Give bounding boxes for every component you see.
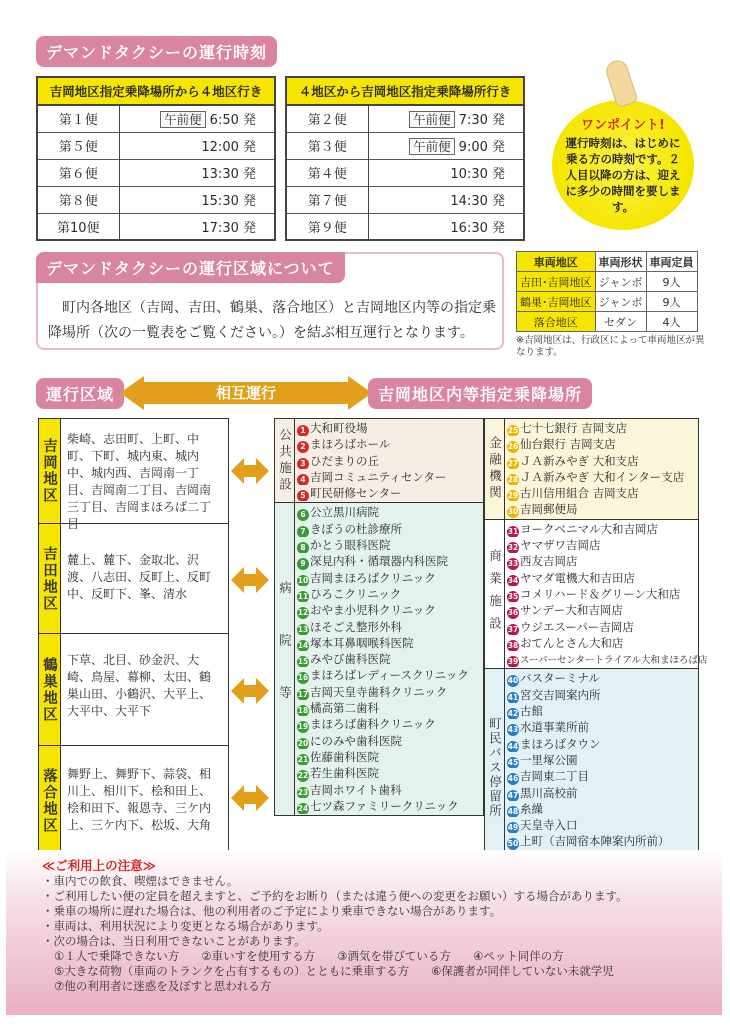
facility-name: 吉岡まほろばクリニック <box>310 570 436 585</box>
bin-label: 第１便 <box>37 105 119 132</box>
group-hospitals <box>275 502 483 815</box>
list-item <box>507 420 696 436</box>
facility-name: コメリハード＆グリーン大和店 <box>520 586 681 601</box>
departure-time: 15:30 発 <box>119 186 275 213</box>
table-row <box>37 213 275 240</box>
group-label: 商業施設 <box>485 520 505 669</box>
group-label: 町民バス停留所 <box>485 669 505 867</box>
mutual-operation-label: 相互運行 <box>215 384 276 402</box>
vehicle-table <box>516 251 698 332</box>
list-item <box>507 833 696 849</box>
facility-name: 橘高第二歯科 <box>310 701 379 716</box>
list-item <box>507 687 696 703</box>
bin-label: 第７便 <box>286 186 368 213</box>
list-item <box>507 817 696 833</box>
district-yoshida <box>39 523 228 633</box>
vehicle-capacity: 4人 <box>646 312 697 332</box>
note-item: ・次の場合は、当日利用できないことがあります。 <box>42 934 306 948</box>
number-marker-icon: 4 <box>297 474 309 485</box>
note-subitem: ④ペット同伴の方 <box>472 949 564 963</box>
facility-name: 若生歯科医院 <box>310 766 379 781</box>
vehicle-note: ※吉岡地区は、行政区によって車両地区が異なります。 <box>516 335 705 358</box>
district-name: 鶴巣地区 <box>39 634 61 745</box>
district-yoshioka <box>39 419 228 531</box>
facility-name: 仙台銀行 吉岡支店 <box>520 437 616 452</box>
list-item <box>297 504 481 520</box>
bin-label: 第３便 <box>286 132 368 159</box>
facility-name: 古川信用組合 吉岡支店 <box>520 486 639 501</box>
facility-name: 吉岡天皇寺歯科クリニック <box>310 684 448 699</box>
table-row <box>286 132 524 159</box>
list-item <box>297 782 481 798</box>
facility-name: にのみや歯科医院 <box>310 733 402 748</box>
am-badge: 午前便 <box>409 138 455 155</box>
facility-name: かとう眼科医院 <box>310 538 391 553</box>
note-subitem: ③酒気を帯びている方 <box>337 949 451 963</box>
number-marker-icon: 43 <box>507 725 519 735</box>
facility-name: ヨークベニマル大和吉岡店 <box>520 521 658 536</box>
number-marker-icon: 38 <box>507 640 519 650</box>
number-marker-icon: 48 <box>507 806 519 816</box>
pointing-finger-icon <box>603 58 638 109</box>
number-marker-icon: 1 <box>297 425 309 436</box>
number-marker-icon: 31 <box>507 526 519 536</box>
list-item <box>507 801 696 817</box>
bin-label: 第４便 <box>286 159 368 186</box>
list-item <box>297 667 481 683</box>
notes-title: ≪ご利用上の注意≫ <box>42 858 156 873</box>
list-item <box>507 635 708 651</box>
schedule-section-title: デマンドタクシーの運行時刻 <box>36 36 277 67</box>
outbound-header: 吉岡地区指定乗降場所から４地区行き <box>37 77 275 105</box>
facility-name: ひろこクリニック <box>310 586 402 601</box>
list-item <box>507 521 708 537</box>
table-row <box>37 105 275 132</box>
number-marker-icon: 39 <box>507 657 519 667</box>
number-marker-icon: 9 <box>297 558 309 569</box>
note-subitems <box>42 964 722 979</box>
number-marker-icon: 6 <box>297 509 309 520</box>
note-item: ・車内での飲食、喫煙はできません。 <box>42 874 239 888</box>
number-marker-icon: 3 <box>297 458 309 469</box>
vehicle-col-capacity: 車両定員 <box>646 252 697 272</box>
one-point-text: 運行時刻は、はじめに乗る方の時刻です。２人目以降の方は、迎えに多少の時間を要します。 <box>565 136 681 214</box>
list-item <box>297 635 481 651</box>
note-item: ・ご利用したい便の定員を超えますと、ご予約をお断り（または違う便への変更をお願い）する場合があります。 <box>42 889 628 903</box>
list-item <box>507 436 696 452</box>
departure-time: 14:30 発 <box>368 186 524 213</box>
vehicle-col-type: 車両形状 <box>595 252 646 272</box>
list-item <box>297 602 481 618</box>
facility-name: ヤマダ電機大和吉田店 <box>520 570 635 585</box>
list-item <box>507 586 708 602</box>
list-item <box>507 570 708 586</box>
note-subitem: ②車いすを使用する方 <box>201 949 316 963</box>
list-item <box>297 553 481 569</box>
list-item <box>297 420 481 436</box>
number-marker-icon: 29 <box>507 491 519 501</box>
number-marker-icon: 27 <box>507 458 519 468</box>
note-item: ・車両は、利用状況により変更となる場合があります。 <box>42 919 329 933</box>
designated-stops-label: 吉岡地区内等指定乗降場所 <box>368 378 592 409</box>
list-item <box>297 700 481 716</box>
list-item <box>297 570 481 586</box>
district-name: 落合地区 <box>39 746 61 855</box>
group-label: 病院等 <box>275 503 295 815</box>
facility-name: 黒川高校前 <box>520 785 578 800</box>
number-marker-icon: 36 <box>507 608 519 618</box>
group-bus-stops <box>485 668 698 867</box>
vehicle-district: 落合地区 <box>517 312 596 332</box>
number-marker-icon: 2 <box>297 441 309 452</box>
note-subitems <box>42 949 722 964</box>
facility-name: 吉岡郵便局 <box>520 502 578 517</box>
number-marker-icon: 33 <box>507 559 519 569</box>
table-row <box>286 159 524 186</box>
route-area-label: 運行区域 <box>36 378 124 409</box>
facility-name: 吉岡ホワイト歯科 <box>310 782 402 797</box>
vehicle-col-district: 車両地区 <box>517 252 596 272</box>
table-row <box>37 159 275 186</box>
facility-name: おてんとさん大和店 <box>520 635 624 650</box>
area-section <box>36 252 504 350</box>
facility-name: ウジエスーパー吉岡店 <box>520 619 634 634</box>
number-marker-icon: 47 <box>507 790 519 800</box>
facility-column-middle <box>274 418 484 816</box>
facility-name: まほろば歯科クリニック <box>310 717 436 732</box>
list-item <box>297 469 481 485</box>
area-description: 町内各地区（吉岡、吉田、鶴巣、落合地区）と吉岡地区内等の指定乗降場所（次の一覧表をご覧ください。）を結ぶ相互運行となります。 <box>48 300 496 341</box>
list-item <box>507 501 696 517</box>
two-way-arrow-icon <box>231 567 269 593</box>
vehicle-type: ジャンボ <box>595 292 646 312</box>
facility-name: 水道事業所前 <box>520 720 589 735</box>
list-item <box>297 521 481 537</box>
number-marker-icon: 22 <box>297 771 309 781</box>
list-item <box>297 765 481 781</box>
facility-name: 七十七銀行 吉岡支店 <box>520 421 628 435</box>
facility-name: 上町（吉岡宿本陣案内所前） <box>520 834 670 849</box>
facility-name: 七ツ森ファミリークリニック <box>310 798 459 813</box>
district-name: 吉田地区 <box>39 524 61 633</box>
vehicle-capacity: 9人 <box>646 292 697 312</box>
table-row <box>517 272 698 292</box>
note-subitem: ①１人で乗降できない方 <box>54 949 180 963</box>
facility-name: まほろばタウン <box>520 736 601 751</box>
number-marker-icon: 44 <box>507 741 519 751</box>
list-item <box>297 684 481 700</box>
two-way-arrow-icon <box>231 785 269 811</box>
list-item <box>297 453 481 469</box>
note-subitem: ⑦他の利用者に迷惑を及ぼすと思われる方 <box>54 979 272 993</box>
list-item <box>507 785 696 801</box>
inbound-schedule-table <box>285 76 525 241</box>
list-item <box>297 485 481 501</box>
facility-name: 公立黒川病院 <box>310 505 379 520</box>
bin-label: 第８便 <box>37 186 119 213</box>
district-list <box>38 418 229 856</box>
district-name: 吉岡地区 <box>39 419 61 523</box>
number-marker-icon: 35 <box>507 591 519 601</box>
facility-name: ほそごえ整形外科 <box>310 619 402 634</box>
vehicle-district: 鶴巣･吉岡地区 <box>517 292 596 312</box>
facility-name: きぼうの杜診療所 <box>310 521 402 536</box>
departure-time: 6:50 発 <box>209 113 256 129</box>
number-marker-icon: 20 <box>297 738 309 748</box>
facility-name: ひだまりの丘 <box>310 453 379 468</box>
list-item <box>297 436 481 452</box>
number-marker-icon: 16 <box>297 673 309 683</box>
group-public-facilities <box>275 419 483 502</box>
number-marker-icon: 45 <box>507 757 519 767</box>
facility-name: ＪＡ新みやぎ 大和支店 <box>520 453 639 468</box>
bin-label: 第10便 <box>37 213 119 240</box>
number-marker-icon: 49 <box>507 823 519 833</box>
facility-name: サンデー大和吉岡店 <box>520 603 623 618</box>
facility-name: 吉岡コミュニティセンター <box>310 469 447 484</box>
bin-label: 第９便 <box>286 213 368 240</box>
departure-time: 16:30 発 <box>368 213 524 240</box>
usage-notes <box>6 850 722 1015</box>
two-way-arrow-icon <box>231 458 269 484</box>
list-item <box>297 586 481 602</box>
vehicle-capacity: 9人 <box>646 272 697 292</box>
inbound-header: ４地区から吉岡地区指定乗降場所行き <box>286 77 524 105</box>
one-point-title: ワンポイント! <box>581 118 665 133</box>
district-places: 舞野上、舞野下、蒜袋、相川上、相川下、桧和田上、桧和田下、報恩寺、三ケ内上、三ケ内下、松坂、大角 <box>67 767 212 832</box>
facility-name: スーパーセンタートライアル大和まほろば店 <box>520 655 708 667</box>
list-item <box>507 485 696 501</box>
list-item <box>507 553 708 569</box>
vehicle-type: セダン <box>595 312 646 332</box>
list-item <box>297 798 481 814</box>
facility-name: 吉岡東二丁目 <box>520 769 589 784</box>
number-marker-icon: 26 <box>507 442 519 452</box>
number-marker-icon: 21 <box>297 754 309 764</box>
facility-name: 町民研修センター <box>310 486 402 501</box>
facility-name: おやま小児科クリニック <box>310 603 436 618</box>
table-row <box>37 186 275 213</box>
facility-name: 塚本耳鼻咽喉科医院 <box>310 635 414 650</box>
list-item <box>507 602 708 618</box>
group-financial <box>485 419 698 519</box>
number-marker-icon: 32 <box>507 543 519 553</box>
note-subitems <box>42 979 722 994</box>
number-marker-icon: 28 <box>507 474 519 484</box>
list-item <box>507 703 696 719</box>
am-badge: 午前便 <box>409 111 455 128</box>
list-item <box>297 716 481 732</box>
am-badge: 午前便 <box>160 111 206 128</box>
departure-time: 12:00 発 <box>119 132 275 159</box>
list-item <box>507 537 708 553</box>
facility-name: 天皇寺入口 <box>520 818 578 833</box>
table-row <box>286 186 524 213</box>
facility-name: みやび歯科医院 <box>310 652 391 667</box>
outbound-schedule-table <box>36 76 276 241</box>
group-label: 公共施設 <box>275 419 295 502</box>
number-marker-icon: 5 <box>297 490 309 501</box>
bin-label: 第２便 <box>286 105 368 132</box>
number-marker-icon: 42 <box>507 709 519 719</box>
list-item <box>507 453 696 469</box>
facility-name: ヤマザワ吉岡店 <box>520 538 601 553</box>
bin-label: 第５便 <box>37 132 119 159</box>
facility-name: 深見内科・循環器内科医院 <box>310 554 448 569</box>
departure-time: 7:30 発 <box>458 113 505 129</box>
number-marker-icon: 30 <box>507 507 519 517</box>
area-section-title: デマンドタクシーの運行区域について <box>36 252 345 283</box>
note-item: ・乗車の場所に遅れた場合は、他の利用者のご予定により乗車できない場合があります。 <box>42 904 502 918</box>
facility-name: ＪＡ新みやぎ 大和インター支店 <box>520 469 685 484</box>
bin-label: 第６便 <box>37 159 119 186</box>
number-marker-icon: 34 <box>507 575 519 585</box>
note-subitem: ⑥保護者が同伴していない未就学児 <box>431 964 614 978</box>
group-commercial <box>485 519 708 669</box>
list-item <box>297 651 481 667</box>
departure-time: 9:00 発 <box>458 140 505 155</box>
facility-name: バスターミナル <box>520 671 600 686</box>
facility-name: まほろばホール <box>310 437 391 452</box>
note-subitem: ⑤大きな荷物（車両のトランクを占有するもの）とともに乗車する方 <box>54 964 410 978</box>
departure-time: 10:30 発 <box>368 159 524 186</box>
number-marker-icon: 41 <box>507 692 519 702</box>
list-item <box>297 733 481 749</box>
number-marker-icon: 14 <box>297 640 309 650</box>
vehicle-district: 吉田･吉岡地区 <box>517 272 596 292</box>
number-marker-icon: 50 <box>507 839 519 849</box>
two-way-arrow-icon <box>120 376 372 410</box>
number-marker-icon: 24 <box>297 803 309 813</box>
table-row <box>517 292 698 312</box>
number-marker-icon: 37 <box>507 624 519 634</box>
list-item <box>507 736 696 752</box>
departure-time: 13:30 発 <box>119 159 275 186</box>
facility-name: 糸繰 <box>520 801 543 816</box>
number-marker-icon: 46 <box>507 774 519 784</box>
departure-time: 17:30 発 <box>119 213 275 240</box>
number-marker-icon: 17 <box>297 689 309 699</box>
table-row <box>286 213 524 240</box>
district-tsurusu <box>39 633 228 745</box>
list-item <box>507 768 696 784</box>
two-way-arrow-icon <box>231 678 269 704</box>
one-point-bubble <box>552 100 694 230</box>
number-marker-icon: 25 <box>507 426 519 435</box>
facility-column-right <box>484 418 708 868</box>
list-item <box>507 469 696 485</box>
district-places: 麓上、麓下、金取北、沢渡、八志田、反町上、反町中、反町下、峯、清水 <box>67 553 212 601</box>
facility-name: 宮交吉岡案内所 <box>520 687 601 702</box>
list-item <box>507 719 696 735</box>
facility-name: まほろばレディースクリニック <box>310 668 469 683</box>
number-marker-icon: 18 <box>297 706 309 716</box>
vehicle-type: ジャンボ <box>595 272 646 292</box>
number-marker-icon: 7 <box>297 526 309 537</box>
facility-name: 大和町役場 <box>310 421 368 435</box>
list-item <box>297 537 481 553</box>
table-row <box>286 105 524 132</box>
facility-name: 西友吉岡店 <box>520 554 578 569</box>
list-item <box>507 651 708 667</box>
number-marker-icon: 40 <box>507 676 519 686</box>
list-item <box>507 752 696 768</box>
district-places: 柴崎、志田町、上町、中町、下町、城内東、城内中、城内西、吉岡南一丁目、吉岡南二丁目、吉岡南三丁目、吉岡まほろば二丁目 <box>67 432 212 531</box>
number-marker-icon: 23 <box>297 787 309 797</box>
number-marker-icon: 11 <box>297 591 309 601</box>
number-marker-icon: 10 <box>297 575 309 585</box>
number-marker-icon: 19 <box>297 722 309 732</box>
district-places: 下草、北目、砂金沢、大崎、鳥屋、幕柳、太田、鶴巣山田、小鶴沢、大平上、大平中、大平下 <box>67 653 212 718</box>
facility-name: 古館 <box>520 704 543 719</box>
number-marker-icon: 12 <box>297 608 309 618</box>
list-item <box>297 619 481 635</box>
list-item <box>507 619 708 635</box>
table-row <box>37 132 275 159</box>
facility-name: 一里塚公園 <box>520 752 578 767</box>
number-marker-icon: 8 <box>297 542 309 553</box>
facility-name: 佐藤歯科医院 <box>310 749 379 764</box>
number-marker-icon: 15 <box>297 657 309 667</box>
district-ochiai <box>39 745 228 855</box>
table-row <box>517 312 698 332</box>
number-marker-icon: 13 <box>297 624 309 634</box>
list-item <box>297 749 481 765</box>
list-item <box>507 670 696 686</box>
group-label: 金融機関 <box>485 419 505 519</box>
